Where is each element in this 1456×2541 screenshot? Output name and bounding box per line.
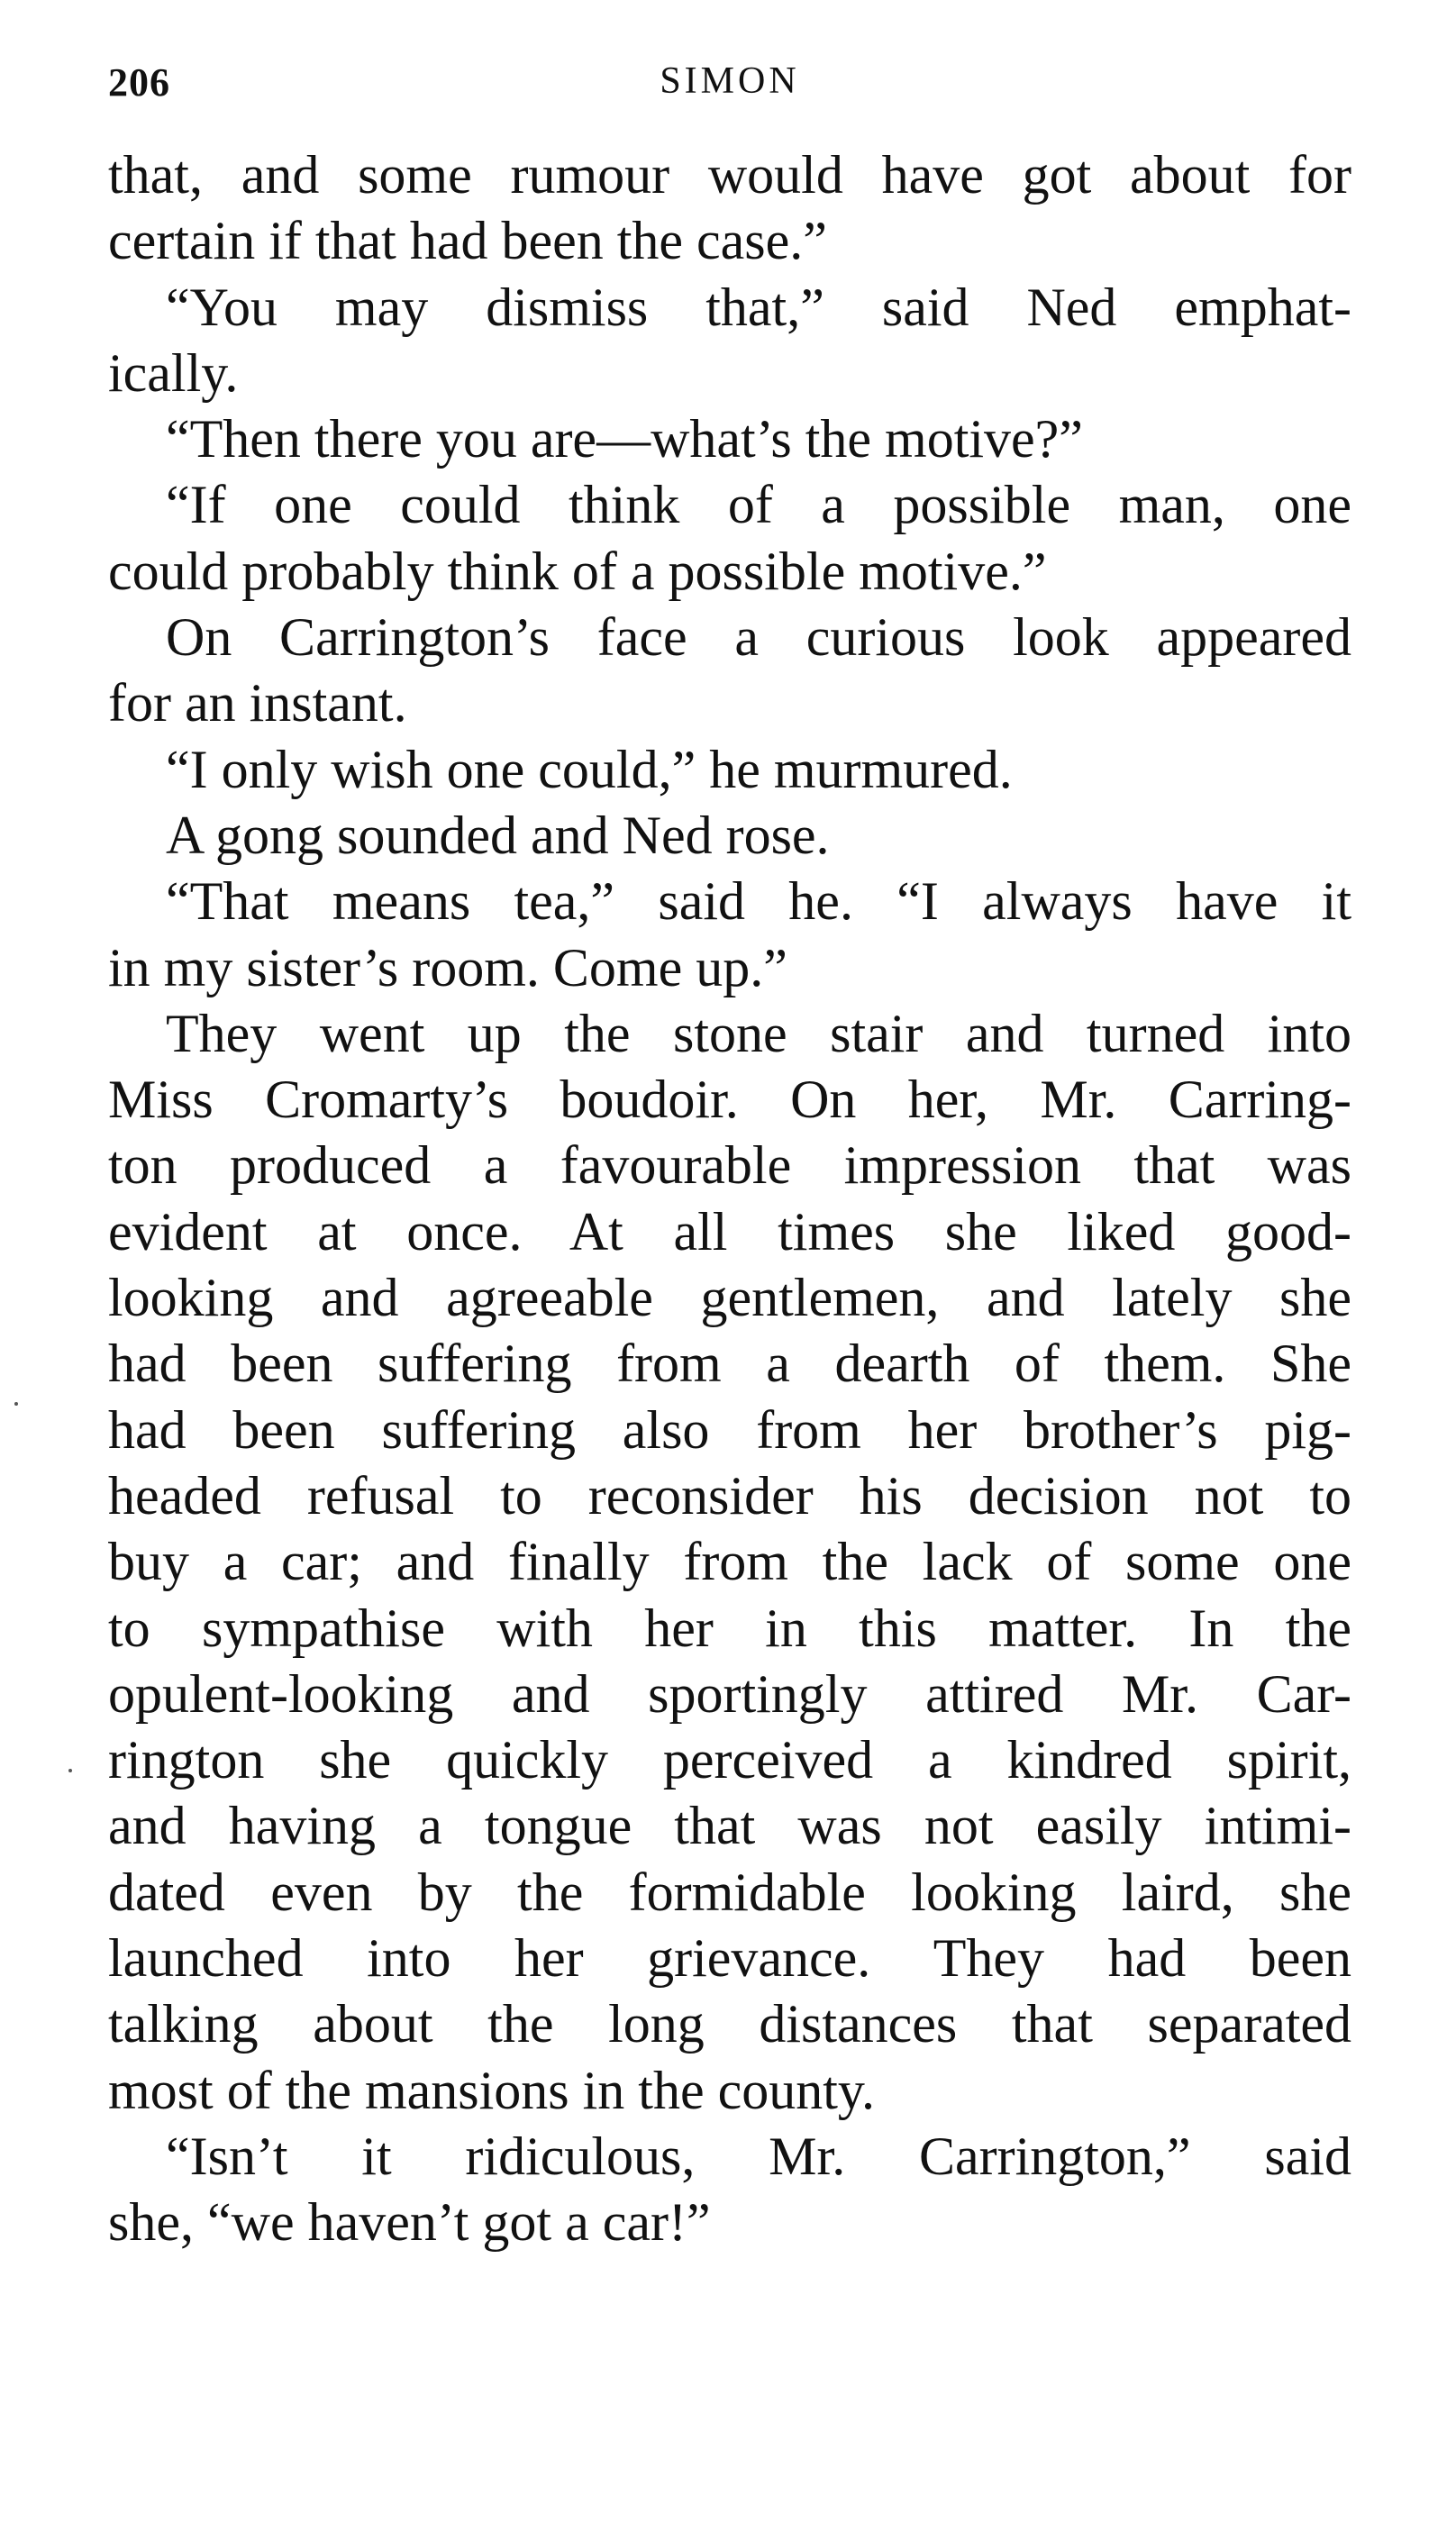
text-line: for an instant. [108,673,407,733]
text-line: “Isn’t it ridiculous, Mr. Carrington,” said [166,2126,1351,2186]
text-line: opulent-looking and sportingly attired Mr. Car- [108,1663,1351,1724]
text-line: They went up the stone stair and turned into [166,1003,1351,1063]
text-line: “Then there you are—what’s the motive?” [166,409,1083,469]
text-line: On Carrington’s face a curious look appeared [166,607,1351,668]
text-line: “You may dismiss that,” said Ned emphat- [166,277,1351,337]
text-line: talking about the long distances that separated [108,1994,1351,2054]
text-line: most of the mansions in the county. [108,2060,876,2120]
text-line: evident at once. At all times she liked good- [108,1201,1351,1261]
text-line: looking and agreeable gentlemen, and lately she [108,1268,1351,1328]
running-title: SIMON [660,60,800,102]
text-line: and having a tongue that was not easily intimi- [108,1796,1351,1856]
body-text [108,142,1351,2256]
text-line: ically. [108,342,239,403]
page-header [108,59,1351,117]
text-line: A gong sounded and Ned rose. [166,805,830,865]
text-line: in my sister’s room. Come up.” [108,937,787,997]
page-number: 206 [108,60,170,105]
text-line: launched into her grievance. They had been [108,1928,1351,1989]
text-line: could probably think of a possible motive.” [108,541,1047,601]
text-line: to sympathise with her in this matter. In the [108,1598,1351,1658]
text-line: certain if that had been the case.” [108,211,827,271]
text-line: had been suffering from a dearth of them. She [108,1334,1351,1394]
text-line: “I only wish one could,” he murmured. [166,739,1013,799]
text-line: headed refusal to reconsider his decision not to [108,1465,1351,1526]
text-line: that, and some rumour would have got about for [108,145,1351,205]
text-line: she, “we haven’t got a car!” [108,2192,711,2253]
text-line: rington she quickly perceived a kindred spirit, [108,1730,1351,1790]
print-speck [68,1769,72,1772]
text-line: had been suffering also from her brother’s pig- [108,1399,1351,1460]
text-line: buy a car; and finally from the lack of some one [108,1532,1351,1592]
print-speck [14,1402,18,1406]
text-line: Miss Cromarty’s boudoir. On her, Mr. Carring- [108,1070,1351,1130]
text-line: dated even by the formidable looking laird, she [108,1862,1351,1922]
text-line: ton produced a favourable impression that was [108,1135,1351,1196]
text-line: “If one could think of a possible man, one [166,475,1351,535]
text-line: “That means tea,” said he. “I always have it [166,871,1351,932]
